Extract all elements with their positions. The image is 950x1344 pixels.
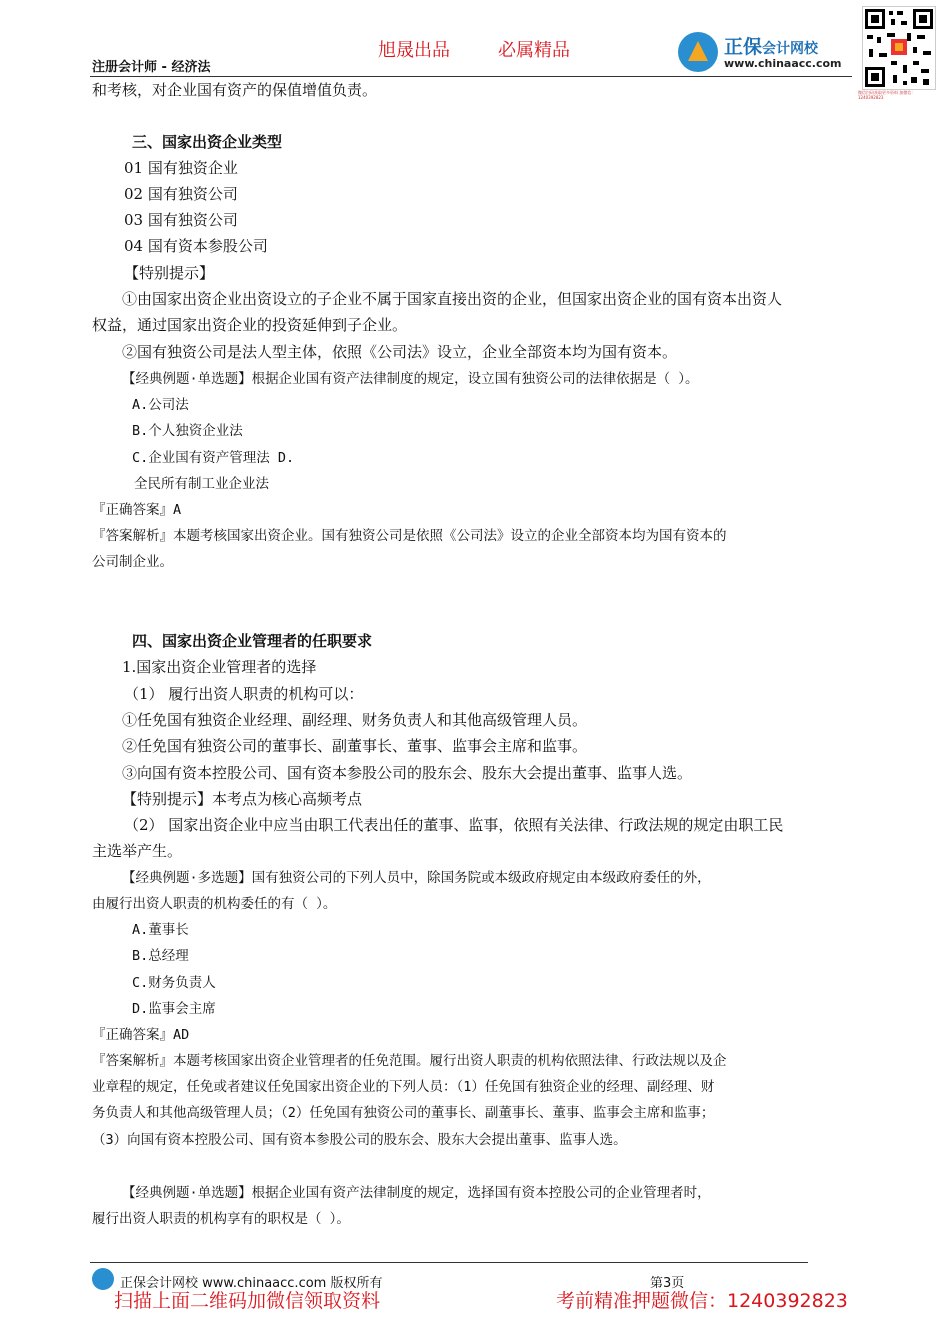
question-2: 【经典例题·多选题】国有独资公司的下列人员中，除国务院或本级政府规定由本级政府委任的外， — [122, 870, 711, 886]
logo-name-small: 会计网校 — [762, 41, 819, 57]
answer-1: 『正确答案』A — [92, 502, 182, 518]
logo-name: 正保 — [724, 36, 763, 58]
answer-2: 『正确答案』AD — [92, 1027, 190, 1043]
analysis-2: 『答案解析』本题考核国家出资企业管理者的任免范围。履行出资人职责的机构依照法律、行政法规以及企 — [92, 1053, 727, 1069]
option-a: A.董事长 — [132, 922, 189, 938]
list-item: ③向国有资本控股公司、国有资本参股公司的股东会、股东大会提出董事、监事人选。 — [122, 764, 693, 782]
text-line: ②国有独资公司是法人型主体，依照《公司法》设立，企业全部资本均为国有资本。 — [122, 343, 678, 361]
option-d: D.监事会主席 — [132, 1001, 216, 1017]
chinaacc-logo[interactable] — [678, 30, 858, 76]
subject-title: 注册会计师 - 经济法 — [92, 60, 211, 75]
list-item: ①任免国有独资企业经理、副经理、财务负责人和其他高级管理人员。 — [122, 711, 588, 729]
tip-label: 【特别提示】本考点为核心高频考点 — [122, 790, 363, 808]
header-divider — [90, 76, 852, 77]
text-line: （2） 国家出资企业中应当由职工代表出任的董事、监事，依照有关法律、行政法规的规定由职工民 — [124, 816, 784, 834]
list-item: ②任免国有独资公司的董事长、副董事长、董事、监事会主席和监事。 — [122, 737, 588, 755]
option-c: C.企业国有资产管理法 D. — [132, 450, 295, 466]
footer-copyright: 正保会计网校 www.chinaacc.com 版权所有 — [120, 1276, 383, 1291]
question-3: 【经典例题·单选题】根据企业国有资产法律制度的规定，选择国有资本控股公司的企业管理者时， — [122, 1185, 711, 1201]
question-3-cont: 履行出资人职责的机构享有的职权是（ ）。 — [92, 1211, 350, 1227]
list-item: 01 国有独资企业 — [124, 159, 238, 177]
question-1: 【经典例题·单选题】根据企业国有资产法律制度的规定，设立国有独资公司的法律依据是（ ）。 — [122, 371, 699, 387]
text-line: （1） 履行出资人职责的机构可以： — [124, 685, 364, 703]
option-b: B.总经理 — [132, 948, 189, 964]
slogan-right: 必属精品 — [498, 40, 570, 61]
logo-icon — [678, 32, 718, 72]
footer-promo-left: 扫描上面二维码加微信领取资料 — [114, 1290, 381, 1312]
text-line: 和考核，对企业国有资产的保值增值负责。 — [92, 81, 378, 99]
section-title-4: 四、国家出资企业管理者的任职要求 — [132, 632, 373, 650]
option-a: A.公司法 — [132, 397, 189, 413]
list-item: 04 国有资本参股公司 — [124, 237, 268, 255]
footer-promo-right: 考前精准押题微信：1240392823 — [556, 1290, 848, 1312]
list-item: 03 国有独资公司 — [124, 211, 238, 229]
list-item: 02 国有独资公司 — [124, 185, 238, 203]
slogan-left: 旭晟出品 — [378, 40, 450, 61]
option-c: C.财务负责人 — [132, 975, 216, 991]
analysis-2: 务负责人和其他高级管理人员；（2）任免国有独资公司的董事长、副董事长、董事、监事会主席和监事； — [92, 1105, 715, 1121]
text-line: ①由国家出资企业出资设立的子企业不属于国家直接出资的企业，但国家出资企业的国有资本出资人 — [122, 290, 783, 308]
analysis-1-cont: 公司制企业。 — [92, 554, 173, 570]
logo-url: www.chinaacc.com — [724, 57, 842, 70]
qr-code-icon[interactable] — [862, 6, 936, 90]
text-line: 权益，通过国家出资企业的投资延伸到子企业。 — [92, 316, 408, 334]
analysis-2: （3）向国有资本控股公司、国有资本参股公司的股东会、股东大会提出董事、监事人选。 — [92, 1132, 627, 1148]
section-title-3: 三、国家出资企业类型 — [132, 133, 283, 151]
footer-logo-icon — [92, 1268, 114, 1290]
analysis-1: 『答案解析』本题考核国家出资企业。国有独资公司是依照《公司法》设立的企业全部资本均为国有资本的 — [92, 528, 727, 544]
subheading: 1.国家出资企业管理者的选择 — [122, 658, 317, 676]
question-2-cont: 由履行出资人职责的机构委任的有（ ）。 — [92, 896, 337, 912]
footer-divider — [90, 1262, 808, 1263]
option-d: 全民所有制工业企业法 — [134, 476, 269, 492]
tip-label: 【特别提示】 — [124, 264, 215, 282]
page-number: 第3页 — [650, 1276, 685, 1291]
qr-caption: 微信扫码获取更多资料 加微信：1240392823 — [858, 90, 916, 100]
option-b: B.个人独资企业法 — [132, 423, 243, 439]
analysis-2: 业章程的规定，任免或者建议任免国家出资企业的下列人员：（1）任免国有独资企业的经理、副经理、财 — [92, 1079, 715, 1095]
text-line: 主选举产生。 — [92, 842, 183, 860]
